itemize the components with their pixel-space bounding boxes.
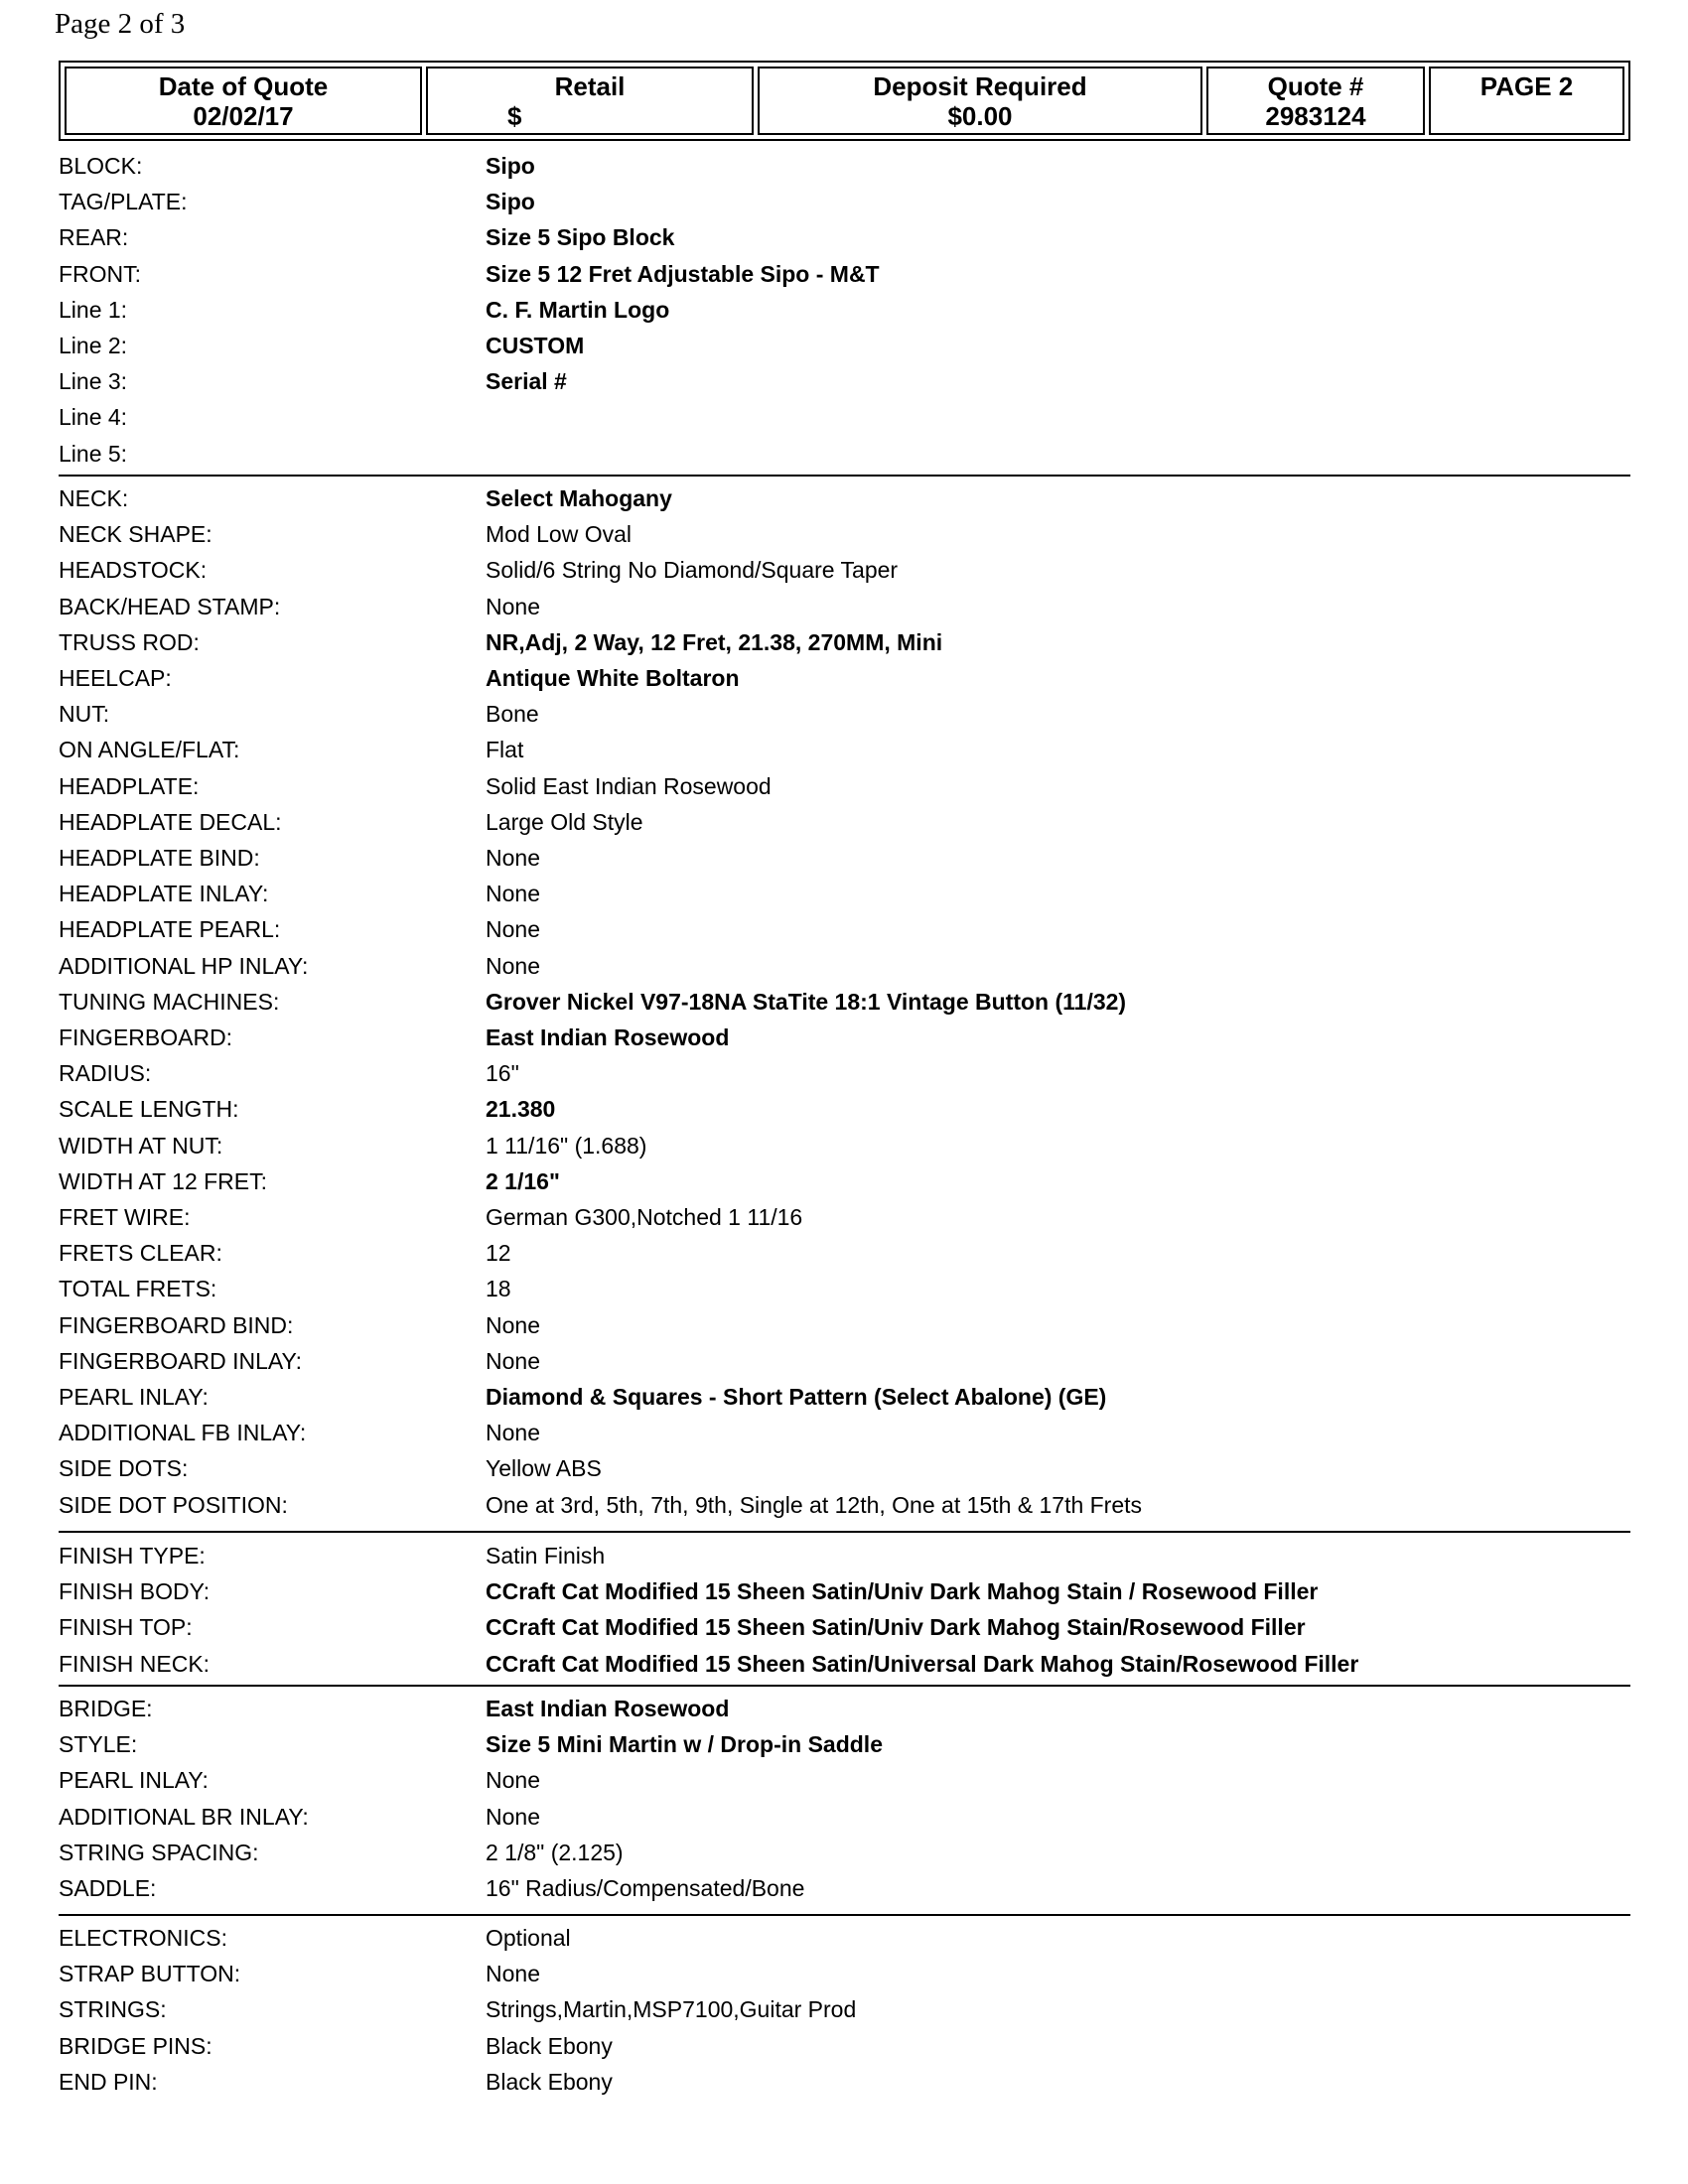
spec-value: None bbox=[486, 881, 540, 906]
spec-label: SCALE LENGTH: bbox=[59, 1096, 239, 1122]
retail-cell bbox=[426, 67, 754, 135]
spec-value: German G300,Notched 1 11/16 bbox=[486, 1204, 803, 1230]
spec-value: NR,Adj, 2 Way, 12 Fret, 21.38, 270MM, Mini bbox=[486, 629, 943, 655]
spec-value: 21.380 bbox=[486, 1096, 556, 1122]
spec-value: Strings,Martin,MSP7100,Guitar Prod bbox=[486, 1996, 857, 2022]
spec-value: 16" bbox=[486, 1060, 519, 1086]
spec-row bbox=[0, 661, 1688, 695]
spec-label: HEADPLATE BIND: bbox=[59, 845, 260, 871]
spec-value: Satin Finish bbox=[486, 1543, 606, 1569]
spec-label: REAR: bbox=[59, 224, 129, 250]
spec-value: 1 11/16" (1.688) bbox=[486, 1133, 647, 1159]
spec-row bbox=[0, 1344, 1688, 1378]
spec-row bbox=[0, 517, 1688, 551]
spec-row bbox=[0, 1871, 1688, 1905]
spec-value: East Indian Rosewood bbox=[486, 1696, 730, 1721]
spec-label: FINISH TYPE: bbox=[59, 1543, 206, 1569]
page-tag-cell bbox=[1429, 67, 1624, 135]
spec-row bbox=[0, 1800, 1688, 1834]
spec-value: 2 1/8" (2.125) bbox=[486, 1840, 624, 1865]
spec-row bbox=[0, 1380, 1688, 1414]
spec-value: 18 bbox=[486, 1276, 511, 1301]
spec-row bbox=[0, 1416, 1688, 1449]
spec-label: BLOCK: bbox=[59, 153, 143, 179]
spec-row bbox=[0, 481, 1688, 515]
spec-row bbox=[0, 1763, 1688, 1797]
spec-label: NECK: bbox=[59, 485, 129, 511]
spec-label: SIDE DOTS: bbox=[59, 1455, 189, 1481]
spec-label: END PIN: bbox=[59, 2069, 158, 2095]
spec-row bbox=[0, 1921, 1688, 1955]
spec-row bbox=[0, 733, 1688, 766]
spec-value: Black Ebony bbox=[486, 2033, 613, 2059]
retail-label: Retail bbox=[554, 71, 626, 101]
spec-row bbox=[0, 985, 1688, 1019]
spec-row bbox=[0, 1992, 1688, 2026]
spec-label: ON ANGLE/FLAT: bbox=[59, 737, 240, 762]
spec-row bbox=[0, 1836, 1688, 1869]
spec-row bbox=[0, 2029, 1688, 2063]
spec-label: FRET WIRE: bbox=[59, 1204, 191, 1230]
spec-value: Antique White Boltaron bbox=[486, 665, 740, 691]
spec-row bbox=[0, 1451, 1688, 1485]
spec-row bbox=[0, 437, 1688, 471]
spec-label: FINISH TOP: bbox=[59, 1614, 193, 1640]
spec-value: None bbox=[486, 594, 540, 619]
spec-row bbox=[0, 257, 1688, 291]
spec-row bbox=[0, 1129, 1688, 1162]
spec-row bbox=[0, 949, 1688, 983]
spec-row bbox=[0, 1092, 1688, 1126]
spec-value: None bbox=[486, 845, 540, 871]
spec-value: Black Ebony bbox=[486, 2069, 613, 2095]
spec-label: Line 4: bbox=[59, 404, 128, 430]
spec-row bbox=[0, 590, 1688, 623]
spec-value: 16" Radius/Compensated/Bone bbox=[486, 1875, 805, 1901]
spec-label: FINGERBOARD BIND: bbox=[59, 1312, 294, 1338]
spec-label: FINGERBOARD INLAY: bbox=[59, 1348, 302, 1374]
spec-row bbox=[0, 1957, 1688, 1990]
spec-label: TUNING MACHINES: bbox=[59, 989, 280, 1015]
spec-row bbox=[0, 185, 1688, 218]
quote-header-table bbox=[59, 61, 1630, 141]
spec-label: WIDTH AT NUT: bbox=[59, 1133, 223, 1159]
spec-value: CCraft Cat Modified 15 Sheen Satin/Univ Dark Mahog Stain / Rosewood Filler bbox=[486, 1578, 1319, 1604]
spec-label: NUT: bbox=[59, 701, 110, 727]
spec-label: WIDTH AT 12 FRET: bbox=[59, 1168, 268, 1194]
spec-value: Yellow ABS bbox=[486, 1455, 602, 1481]
spec-label: NECK SHAPE: bbox=[59, 521, 212, 547]
date-of-quote-value: 02/02/17 bbox=[193, 101, 294, 131]
spec-value: One at 3rd, 5th, 7th, 9th, Single at 12th, One at 15th & 17th Frets bbox=[486, 1492, 1143, 1518]
spec-row bbox=[0, 149, 1688, 183]
spec-row bbox=[0, 2065, 1688, 2099]
spec-row bbox=[0, 1272, 1688, 1305]
spec-value: None bbox=[486, 1312, 540, 1338]
spec-label: PEARL INLAY: bbox=[59, 1384, 209, 1410]
spec-label: FRETS CLEAR: bbox=[59, 1240, 222, 1266]
spec-value: Select Mahogany bbox=[486, 485, 672, 511]
deposit-required-cell bbox=[758, 67, 1202, 135]
spec-value: Large Old Style bbox=[486, 809, 643, 835]
spec-label: ELECTRONICS: bbox=[59, 1925, 227, 1951]
spec-label: FINGERBOARD: bbox=[59, 1024, 233, 1050]
spec-row bbox=[0, 364, 1688, 398]
spec-label: HEADPLATE: bbox=[59, 773, 200, 799]
spec-value: None bbox=[486, 1804, 540, 1830]
spec-value: CUSTOM bbox=[486, 333, 585, 358]
spec-label: Line 2: bbox=[59, 333, 128, 358]
spec-label: STRING SPACING: bbox=[59, 1840, 259, 1865]
spec-label: HEADPLATE INLAY: bbox=[59, 881, 269, 906]
spec-label: TAG/PLATE: bbox=[59, 189, 188, 214]
spec-label: Line 1: bbox=[59, 297, 128, 323]
spec-label: HEELCAP: bbox=[59, 665, 172, 691]
spec-value: Serial # bbox=[486, 368, 567, 394]
spec-label: ADDITIONAL HP INLAY: bbox=[59, 953, 309, 979]
quote-number-value: 2983124 bbox=[1265, 101, 1366, 131]
spec-value: Bone bbox=[486, 701, 539, 727]
spec-value: Size 5 Mini Martin w / Drop-in Saddle bbox=[486, 1731, 883, 1757]
spec-value: Grover Nickel V97-18NA StaTite 18:1 Vintage Button (11/32) bbox=[486, 989, 1127, 1015]
spec-row bbox=[0, 553, 1688, 587]
spec-value: Size 5 12 Fret Adjustable Sipo - M&T bbox=[486, 261, 880, 287]
section-divider bbox=[59, 1685, 1630, 1687]
spec-value: East Indian Rosewood bbox=[486, 1024, 730, 1050]
date-of-quote-label: Date of Quote bbox=[158, 71, 329, 101]
spec-row bbox=[0, 841, 1688, 875]
deposit-required-value: $0.00 bbox=[947, 101, 1013, 131]
spec-value: None bbox=[486, 916, 540, 942]
spec-value: Diamond & Squares - Short Pattern (Select Abalone) (GE) bbox=[486, 1384, 1107, 1410]
spec-label: STRINGS: bbox=[59, 1996, 167, 2022]
spec-row bbox=[0, 1200, 1688, 1234]
spec-row bbox=[0, 1164, 1688, 1198]
spec-row bbox=[0, 1574, 1688, 1608]
spec-label: ADDITIONAL FB INLAY: bbox=[59, 1420, 307, 1445]
spec-label: HEADPLATE PEARL: bbox=[59, 916, 281, 942]
spec-value: None bbox=[486, 1420, 540, 1445]
spec-value: None bbox=[486, 1348, 540, 1374]
spec-value: None bbox=[486, 1767, 540, 1793]
spec-label: PEARL INLAY: bbox=[59, 1767, 209, 1793]
spec-row bbox=[0, 220, 1688, 254]
spec-value: 2 1/16" bbox=[486, 1168, 560, 1194]
spec-row bbox=[0, 329, 1688, 362]
spec-label: HEADSTOCK: bbox=[59, 557, 208, 583]
spec-label: SADDLE: bbox=[59, 1875, 157, 1901]
spec-label: SIDE DOT POSITION: bbox=[59, 1492, 288, 1518]
spec-label: BRIDGE: bbox=[59, 1696, 153, 1721]
spec-label: FRONT: bbox=[59, 261, 142, 287]
spec-row bbox=[0, 1692, 1688, 1725]
spec-label: Line 3: bbox=[59, 368, 128, 394]
spec-value: Sipo bbox=[486, 153, 535, 179]
retail-value: $ bbox=[507, 101, 522, 131]
spec-value: Size 5 Sipo Block bbox=[486, 224, 675, 250]
spec-row bbox=[0, 1647, 1688, 1681]
spec-row bbox=[0, 877, 1688, 910]
spec-label: BRIDGE PINS: bbox=[59, 2033, 212, 2059]
spec-value: None bbox=[486, 1961, 540, 1986]
spec-row bbox=[0, 697, 1688, 731]
section-divider bbox=[59, 475, 1630, 477]
spec-row bbox=[0, 1488, 1688, 1522]
spec-label: TRUSS ROD: bbox=[59, 629, 200, 655]
spec-row bbox=[0, 805, 1688, 839]
spec-row bbox=[0, 625, 1688, 659]
spec-value: Mod Low Oval bbox=[486, 521, 633, 547]
spec-value: Flat bbox=[486, 737, 524, 762]
section-divider bbox=[59, 1531, 1630, 1533]
spec-value: Optional bbox=[486, 1925, 571, 1951]
spec-value: C. F. Martin Logo bbox=[486, 297, 670, 323]
spec-row bbox=[0, 293, 1688, 327]
spec-value: Sipo bbox=[486, 189, 535, 214]
spec-value: CCraft Cat Modified 15 Sheen Satin/Univ Dark Mahog Stain/Rosewood Filler bbox=[486, 1614, 1306, 1640]
spec-label: FINISH NECK: bbox=[59, 1651, 211, 1677]
spec-label: BACK/HEAD STAMP: bbox=[59, 594, 281, 619]
spec-row bbox=[0, 1236, 1688, 1270]
spec-label: STYLE: bbox=[59, 1731, 138, 1757]
spec-label: Line 5: bbox=[59, 441, 128, 467]
spec-row bbox=[0, 1021, 1688, 1054]
deposit-required-label: Deposit Required bbox=[873, 71, 1087, 101]
spec-label: STRAP BUTTON: bbox=[59, 1961, 241, 1986]
page-tag: PAGE 2 bbox=[1479, 71, 1574, 101]
spec-row bbox=[0, 1539, 1688, 1572]
quote-number-label: Quote # bbox=[1267, 71, 1364, 101]
spec-row bbox=[0, 769, 1688, 803]
spec-label: HEADPLATE DECAL: bbox=[59, 809, 282, 835]
spec-value: 12 bbox=[486, 1240, 511, 1266]
spec-row bbox=[0, 1308, 1688, 1342]
spec-label: FINISH BODY: bbox=[59, 1578, 211, 1604]
spec-label: TOTAL FRETS: bbox=[59, 1276, 217, 1301]
spec-value: Solid/6 String No Diamond/Square Taper bbox=[486, 557, 899, 583]
page-number: Page 2 of 3 bbox=[55, 8, 186, 40]
spec-row bbox=[0, 912, 1688, 946]
spec-value: Solid East Indian Rosewood bbox=[486, 773, 772, 799]
spec-value: CCraft Cat Modified 15 Sheen Satin/Universal Dark Mahog Stain/Rosewood Filler bbox=[486, 1651, 1359, 1677]
date-of-quote-cell bbox=[65, 67, 422, 135]
spec-label: ADDITIONAL BR INLAY: bbox=[59, 1804, 309, 1830]
spec-row bbox=[0, 1727, 1688, 1761]
spec-row bbox=[0, 1056, 1688, 1090]
spec-label: RADIUS: bbox=[59, 1060, 152, 1086]
spec-row bbox=[0, 400, 1688, 434]
quote-number-cell bbox=[1206, 67, 1425, 135]
section-divider bbox=[59, 1914, 1630, 1916]
spec-row bbox=[0, 1610, 1688, 1644]
spec-value: None bbox=[486, 953, 540, 979]
